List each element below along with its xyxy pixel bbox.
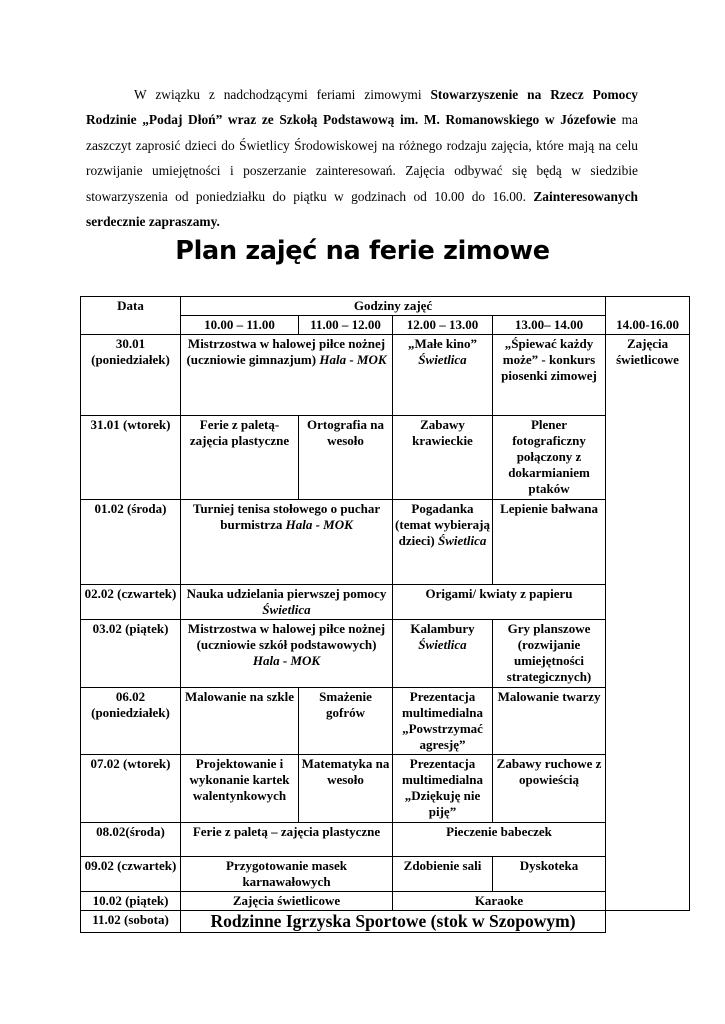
header-empty [606,297,690,316]
activity-cell: Nauka udzielania pierwszej pomocy Świetlica [181,585,393,620]
activity-cell: Malowanie twarzy [493,688,606,755]
activity-cell: Zajęcia świetlicowe [181,892,393,911]
date-cell: 01.02 (środa) [81,500,181,585]
table-row [81,500,690,585]
activity-cell: Ferie z paletą- zajęcia plastyczne [181,416,299,500]
location-label: Świetlica [418,637,467,652]
date-cell: 07.02 (wtorek) [81,755,181,823]
activity-cell: Ferie z paletą – zajęcia plastyczne [181,823,393,857]
location-label: Świetlica [262,602,311,617]
activity-cell: Ortografia na wesoło [299,416,393,500]
date-cell: 02.02 (czwartek) [81,585,181,620]
table-row [81,585,690,620]
table-row [81,911,690,933]
date-cell: 09.02 (czwartek) [81,857,181,892]
activity-cell: Smażenie gofrów [299,688,393,755]
intro-text [86,82,638,234]
activity-cell: Projektowanie i wykonanie kartek walentynkowych [181,755,299,823]
table-row [81,892,690,911]
page-title: Plan zajęć na ferie zimowe [175,236,550,266]
table-row [81,755,690,823]
activity-cell: Dyskoteka [493,857,606,892]
intro-paragraph [86,82,638,234]
activity-cell: Mistrzostwa w halowej piłce nożnej (uczniowie szkół podstawowych) Hala - MOK [181,620,393,688]
location-label: Hala - MOK [319,352,387,367]
date-cell: 11.02 (sobota) [81,911,181,933]
header-hours: Godziny zajęć [181,297,606,316]
date-cell: 03.02 (piątek) [81,620,181,688]
activity-cell: Gry planszowe (rozwijanie umiejętności strategicznych) [493,620,606,688]
slot-header: 10.00 – 11.00 [181,316,299,335]
header-row [81,297,690,316]
activity-cell: Zdobienie sali [393,857,493,892]
activity-cell: Prezentacja multimedialna „Powstrzymać agresję” [393,688,493,755]
intro-text-1: W związku z nadchodzącymi feriami zimowymi [134,87,431,102]
location-label: Hala - MOK [252,653,321,668]
activity-cell: Prezentacja multimedialna „Dziękuję nie piję” [393,755,493,823]
activity-cell: Pogadanka (temat wybierają dzieci) Świetlica [393,500,493,585]
location-label: Świetlica [418,352,467,367]
slot-header: 11.00 – 12.00 [299,316,393,335]
activity-cell: Zabawy krawieckie [393,416,493,500]
table-row [81,620,690,688]
location-label: Świetlica [437,533,487,548]
table-row [81,688,690,755]
activity-cell: „Śpiewać każdy może” - konkurs piosenki zimowej [493,335,606,416]
date-cell: 06.02 (poniedziałek) [81,688,181,755]
activity-cell: Mistrzostwa w halowej piłce nożnej (uczniowie gimnazjum) Hala - MOK [181,335,393,416]
date-cell: 30.01 (poniedziałek) [81,335,181,416]
table-row [81,823,690,857]
activity-cell: Origami/ kwiaty z papieru [393,585,606,620]
activity-cell: Malowanie na szkle [181,688,299,755]
header-date: Data [81,297,181,335]
activity-cell: Lepienie bałwana [493,500,606,585]
date-cell: 08.02(środa) [81,823,181,857]
activity-cell: Rodzinne Igrzyska Sportowe (stok w Szopowym) [181,911,606,933]
activity-cell: Kalambury Świetlica [393,620,493,688]
slot-header: 13.00– 14.00 [493,316,606,335]
activity-cell: „Małe kino” Świetlica [393,335,493,416]
activity-cell: Przygotowanie masek karnawałowych [181,857,393,892]
date-cell: 10.02 (piątek) [81,892,181,911]
table-row [81,857,690,892]
intro-text-2: ma zaszczyt zaprosić dzieci do Świetlicy Środowiskowej na różnego rodzaju zajęcia, które mają na celu rozwijanie umiejętności i poszerzanie zainteresowań. Zajęcia odbywać się będą w siedzibie stowarzyszenia od poniedziałku do piątku w godzinach od 10.00 do 16.00. [86,112,638,204]
slot-header: 14.00-16.00 [606,316,690,335]
activity-cell: Zabawy ruchowe z opowieścią [493,755,606,823]
afternoon-activity-cell: Zajęcia świetlicowe [606,335,690,911]
intro-bold-1: Stowarzyszenie na Rzecz Pomocy Rodzinie „Podaj Dłoń” wraz ze Szkołą Podstawową im. M. Romanowskiego w Józefowie [86,87,638,128]
intro-bold-2: Zainteresowanych serdecznie zapraszamy. [86,188,638,230]
location-label: Hala - MOK [285,517,353,532]
date-cell: 31.01 (wtorek) [81,416,181,500]
activity-cell: Pieczenie babeczek [393,823,606,857]
activity-cell: Matematyka na wesoło [299,755,393,823]
activity-cell: Turniej tenisa stołowego o puchar burmistrza Hala - MOK [181,500,393,585]
table-row [81,335,690,416]
activity-cell: Plener fotograficzny połączony z dokarmianiem ptaków [493,416,606,500]
activity-cell: Karaoke [393,892,606,911]
schedule-table [80,296,690,933]
table-row [81,416,690,500]
empty-cell [606,911,690,933]
slot-header: 12.00 – 13.00 [393,316,493,335]
